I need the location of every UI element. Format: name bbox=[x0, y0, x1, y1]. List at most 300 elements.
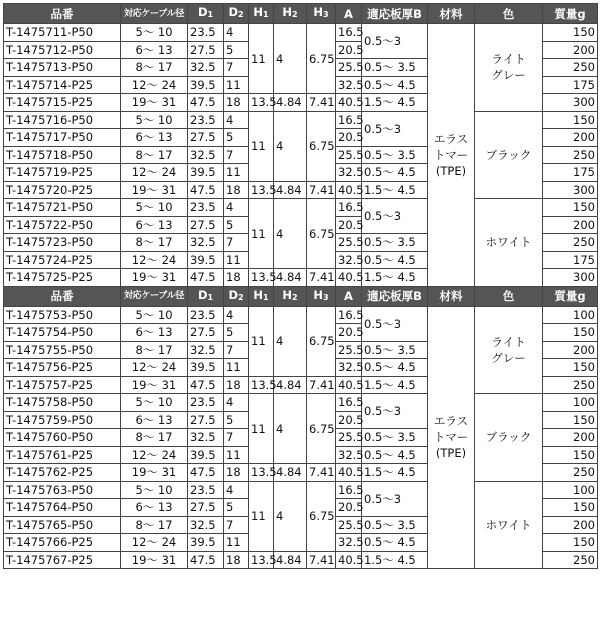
d1-cell: 39.5 bbox=[188, 534, 224, 552]
d2-cell: 7 bbox=[224, 516, 249, 534]
plate-thickness-cell: 0.5～ 4.5 bbox=[362, 359, 428, 377]
header-d2-label: D bbox=[228, 5, 238, 19]
cable-diameter-cell: 5～ 10 bbox=[121, 306, 188, 324]
cable-diameter-cell: 19～ 31 bbox=[121, 94, 188, 112]
part-number-cell: T-1475763-P50 bbox=[4, 481, 121, 499]
d1-cell: 39.5 bbox=[188, 76, 224, 94]
d2-cell: 7 bbox=[224, 341, 249, 359]
plate-thickness-cell: 1.5～ 4.5 bbox=[362, 269, 428, 287]
d2-cell: 11 bbox=[224, 164, 249, 182]
header-d1-subscript: 1 bbox=[207, 10, 214, 19]
h2-cell: 4 bbox=[274, 481, 307, 551]
plate-thickness-cell: 0.5～3 bbox=[362, 306, 428, 341]
spec-table-body bbox=[4, 4, 598, 569]
header-d2 bbox=[224, 286, 249, 306]
table-row bbox=[4, 481, 598, 499]
d1-cell: 23.5 bbox=[188, 306, 224, 324]
d1-cell: 39.5 bbox=[188, 164, 224, 182]
h1-cell: 13.5 bbox=[249, 269, 274, 287]
weight-cell: 150 bbox=[543, 24, 598, 42]
h2-cell: 4.84 bbox=[274, 551, 307, 569]
header-d1-label: D bbox=[197, 287, 208, 302]
a-cell: 25.5 bbox=[336, 341, 362, 359]
color-label: ブラック bbox=[485, 147, 532, 162]
d1-cell: 23.5 bbox=[188, 24, 224, 42]
cable-diameter-cell: 12～ 24 bbox=[121, 359, 188, 377]
h3-cell: 6.75 bbox=[307, 24, 336, 94]
table-row bbox=[4, 394, 598, 412]
h1-cell: 11 bbox=[249, 394, 274, 464]
weight-cell: 150 bbox=[543, 111, 598, 129]
part-number-cell: T-1475767-P25 bbox=[4, 551, 121, 569]
color-label-line: ライト bbox=[491, 334, 526, 349]
a-cell: 25.5 bbox=[336, 516, 362, 534]
weight-cell: 200 bbox=[543, 216, 598, 234]
header-d2-subscript: 2 bbox=[237, 292, 244, 302]
part-number-cell: T-1475758-P50 bbox=[4, 394, 121, 412]
plate-thickness-cell: 0.5～ 4.5 bbox=[362, 534, 428, 552]
d1-cell: 32.5 bbox=[188, 146, 224, 164]
part-number-cell: T-1475719-P25 bbox=[4, 164, 121, 182]
a-cell: 25.5 bbox=[336, 429, 362, 447]
cable-diameter-cell: 12～ 24 bbox=[121, 164, 188, 182]
weight-cell: 100 bbox=[543, 481, 598, 499]
d2-cell: 5 bbox=[224, 499, 249, 517]
part-number-cell: T-1475722-P50 bbox=[4, 216, 121, 234]
header-d2 bbox=[224, 4, 249, 24]
weight-cell: 150 bbox=[543, 359, 598, 377]
d2-cell: 4 bbox=[224, 24, 249, 42]
d2-cell: 5 bbox=[224, 324, 249, 342]
part-number-cell: T-1475723-P50 bbox=[4, 234, 121, 252]
header-color bbox=[475, 4, 543, 24]
color-label: ホワイト bbox=[485, 517, 532, 532]
a-cell: 16.5 bbox=[336, 481, 362, 499]
d2-cell: 18 bbox=[224, 376, 249, 394]
material-cell bbox=[428, 24, 475, 287]
plate-thickness-cell: 0.5～ 4.5 bbox=[362, 251, 428, 269]
weight-cell: 250 bbox=[543, 551, 598, 569]
part-number-cell: T-1475756-P25 bbox=[4, 359, 121, 377]
h3-cell: 7.41 bbox=[307, 551, 336, 569]
weight-cell: 175 bbox=[543, 251, 598, 269]
header-h1 bbox=[249, 286, 274, 306]
part-number-cell: T-1475753-P50 bbox=[4, 306, 121, 324]
d1-cell: 47.5 bbox=[188, 94, 224, 112]
part-number-cell: T-1475759-P50 bbox=[4, 411, 121, 429]
h1-cell: 13.5 bbox=[249, 181, 274, 199]
header-part-no-label: 品番 bbox=[50, 289, 74, 303]
header-part-no bbox=[4, 286, 121, 306]
d2-cell: 5 bbox=[224, 129, 249, 147]
part-number-cell: T-1475724-P25 bbox=[4, 251, 121, 269]
cable-diameter-cell: 5～ 10 bbox=[121, 199, 188, 217]
weight-cell: 200 bbox=[543, 129, 598, 147]
h1-cell: 11 bbox=[249, 111, 274, 181]
weight-cell: 100 bbox=[543, 306, 598, 324]
a-cell: 25.5 bbox=[336, 146, 362, 164]
h2-cell: 4 bbox=[274, 199, 307, 269]
d1-cell: 27.5 bbox=[188, 411, 224, 429]
color-label-line: ライト bbox=[491, 52, 526, 67]
h1-cell: 11 bbox=[249, 24, 274, 94]
cable-diameter-cell: 8～ 17 bbox=[121, 516, 188, 534]
weight-cell: 250 bbox=[543, 234, 598, 252]
header-weight bbox=[543, 286, 598, 306]
d1-cell: 23.5 bbox=[188, 199, 224, 217]
d1-cell: 27.5 bbox=[188, 129, 224, 147]
cable-diameter-cell: 19～ 31 bbox=[121, 376, 188, 394]
cable-diameter-cell: 8～ 17 bbox=[121, 341, 188, 359]
a-cell: 20.5 bbox=[336, 129, 362, 147]
h3-cell: 6.75 bbox=[307, 481, 336, 551]
header-material-label: 材料 bbox=[439, 6, 463, 21]
a-cell: 40.5 bbox=[336, 181, 362, 199]
h3-cell: 7.41 bbox=[307, 94, 336, 112]
weight-cell: 150 bbox=[543, 324, 598, 342]
a-cell: 20.5 bbox=[336, 324, 362, 342]
d1-cell: 47.5 bbox=[188, 464, 224, 482]
cable-diameter-cell: 5～ 10 bbox=[121, 24, 188, 42]
material-line: エラス bbox=[433, 131, 469, 146]
header-d1 bbox=[188, 286, 224, 306]
weight-cell: 250 bbox=[543, 376, 598, 394]
plate-thickness-cell: 1.5～ 4.5 bbox=[362, 181, 428, 199]
header-part-no bbox=[4, 4, 121, 24]
header-color-label: 色 bbox=[502, 289, 515, 303]
h2-cell: 4.84 bbox=[274, 181, 307, 199]
part-number-cell: T-1475754-P50 bbox=[4, 324, 121, 342]
weight-cell: 150 bbox=[543, 411, 598, 429]
cable-diameter-cell: 5～ 10 bbox=[121, 394, 188, 412]
table-row bbox=[4, 306, 598, 324]
header-material bbox=[428, 286, 475, 306]
h1-cell: 13.5 bbox=[249, 376, 274, 394]
a-cell: 40.5 bbox=[336, 94, 362, 112]
plate-thickness-cell: 0.5～ 3.5 bbox=[362, 429, 428, 447]
a-cell: 16.5 bbox=[336, 394, 362, 412]
part-number-cell: T-1475725-P25 bbox=[4, 269, 121, 287]
h2-cell: 4 bbox=[274, 24, 307, 94]
a-cell: 20.5 bbox=[336, 411, 362, 429]
d1-cell: 32.5 bbox=[188, 429, 224, 447]
plate-thickness-cell: 0.5～ 3.5 bbox=[362, 59, 428, 77]
a-cell: 32.5 bbox=[336, 76, 362, 94]
cable-diameter-cell: 6～ 13 bbox=[121, 499, 188, 517]
h3-cell: 6.75 bbox=[307, 306, 336, 376]
header-color-label: 色 bbox=[502, 6, 515, 21]
d1-cell: 47.5 bbox=[188, 181, 224, 199]
table-row bbox=[4, 24, 598, 42]
a-cell: 40.5 bbox=[336, 269, 362, 287]
header-d1-label: D bbox=[197, 5, 208, 19]
header-material-label: 材料 bbox=[439, 289, 463, 303]
plate-thickness-cell: 0.5～ 3.5 bbox=[362, 146, 428, 164]
header-d2-subscript: 2 bbox=[237, 10, 244, 19]
part-number-cell: T-1475717-P50 bbox=[4, 129, 121, 147]
color-cell bbox=[475, 481, 543, 569]
d1-cell: 47.5 bbox=[188, 551, 224, 569]
a-cell: 40.5 bbox=[336, 551, 362, 569]
plate-thickness-cell: 0.5～3 bbox=[362, 24, 428, 59]
weight-cell: 200 bbox=[543, 41, 598, 59]
color-label: ホワイト bbox=[485, 235, 532, 250]
plate-thickness-cell: 0.5～ 3.5 bbox=[362, 234, 428, 252]
part-number-cell: T-1475764-P50 bbox=[4, 499, 121, 517]
part-number-cell: T-1475761-P25 bbox=[4, 446, 121, 464]
d2-cell: 7 bbox=[224, 146, 249, 164]
part-number-cell: T-1475765-P50 bbox=[4, 516, 121, 534]
weight-cell: 150 bbox=[543, 446, 598, 464]
part-number-cell: T-1475711-P50 bbox=[4, 24, 121, 42]
a-cell: 16.5 bbox=[336, 306, 362, 324]
cable-diameter-cell: 5～ 10 bbox=[121, 111, 188, 129]
header-h1-label: H bbox=[253, 287, 264, 302]
plate-thickness-cell: 0.5～3 bbox=[362, 481, 428, 516]
weight-cell: 300 bbox=[543, 269, 598, 287]
h3-cell: 7.41 bbox=[307, 269, 336, 287]
part-number-cell: T-1475760-P50 bbox=[4, 429, 121, 447]
a-cell: 16.5 bbox=[336, 111, 362, 129]
color-label-line: グレー bbox=[491, 350, 526, 365]
d1-cell: 32.5 bbox=[188, 234, 224, 252]
h2-cell: 4 bbox=[274, 111, 307, 181]
cable-diameter-cell: 8～ 17 bbox=[121, 429, 188, 447]
header-row bbox=[4, 286, 598, 306]
d2-cell: 18 bbox=[224, 464, 249, 482]
d1-cell: 27.5 bbox=[188, 499, 224, 517]
h3-cell: 6.75 bbox=[307, 111, 336, 181]
d1-cell: 23.5 bbox=[188, 481, 224, 499]
table-row bbox=[4, 199, 598, 217]
d1-cell: 27.5 bbox=[188, 324, 224, 342]
weight-cell: 100 bbox=[543, 394, 598, 412]
weight-cell: 200 bbox=[543, 341, 598, 359]
cable-diameter-cell: 19～ 31 bbox=[121, 551, 188, 569]
material-line: (TPE) bbox=[435, 163, 467, 178]
color-label: ブラック bbox=[485, 430, 532, 445]
h1-cell: 13.5 bbox=[249, 551, 274, 569]
color-cell bbox=[475, 394, 543, 482]
a-cell: 25.5 bbox=[336, 234, 362, 252]
d1-cell: 32.5 bbox=[188, 59, 224, 77]
header-d1-subscript: 1 bbox=[207, 292, 214, 302]
h3-cell: 7.41 bbox=[307, 376, 336, 394]
h1-cell: 11 bbox=[249, 481, 274, 551]
cable-diameter-cell: 5～ 10 bbox=[121, 481, 188, 499]
a-cell: 32.5 bbox=[336, 534, 362, 552]
color-cell bbox=[475, 24, 543, 112]
d2-cell: 4 bbox=[224, 481, 249, 499]
header-h3 bbox=[307, 4, 336, 24]
material-cell bbox=[428, 306, 475, 569]
a-cell: 20.5 bbox=[336, 499, 362, 517]
d1-cell: 23.5 bbox=[188, 394, 224, 412]
header-d1 bbox=[188, 4, 224, 24]
header-weight bbox=[543, 4, 598, 24]
h1-cell: 11 bbox=[249, 306, 274, 376]
cable-diameter-cell: 19～ 31 bbox=[121, 181, 188, 199]
header-cable-diameter bbox=[121, 286, 188, 306]
a-cell: 32.5 bbox=[336, 164, 362, 182]
header-d2-label: D bbox=[228, 287, 238, 302]
header-cable-diameter-label: 対応ケーブル径 bbox=[123, 8, 185, 19]
header-h2 bbox=[274, 4, 307, 24]
weight-cell: 150 bbox=[543, 499, 598, 517]
part-number-cell: T-1475755-P50 bbox=[4, 341, 121, 359]
header-a-label: A bbox=[344, 289, 353, 303]
color-cell bbox=[475, 199, 543, 287]
header-h1-label: H bbox=[253, 5, 264, 19]
header-h1-subscript: 1 bbox=[263, 10, 269, 19]
d1-cell: 27.5 bbox=[188, 216, 224, 234]
d1-cell: 27.5 bbox=[188, 41, 224, 59]
d2-cell: 7 bbox=[224, 429, 249, 447]
weight-cell: 175 bbox=[543, 164, 598, 182]
header-h2-subscript: 2 bbox=[292, 10, 298, 19]
d2-cell: 4 bbox=[224, 306, 249, 324]
d1-cell: 47.5 bbox=[188, 269, 224, 287]
h2-cell: 4 bbox=[274, 394, 307, 464]
header-h3-subscript: 3 bbox=[323, 292, 329, 302]
part-number-cell: T-1475718-P50 bbox=[4, 146, 121, 164]
header-h3 bbox=[307, 286, 336, 306]
cable-diameter-cell: 6～ 13 bbox=[121, 41, 188, 59]
weight-cell: 250 bbox=[543, 59, 598, 77]
a-cell: 25.5 bbox=[336, 59, 362, 77]
cable-diameter-cell: 12～ 24 bbox=[121, 76, 188, 94]
cable-diameter-cell: 6～ 13 bbox=[121, 129, 188, 147]
cable-diameter-cell: 6～ 13 bbox=[121, 324, 188, 342]
a-cell: 32.5 bbox=[336, 359, 362, 377]
header-plate-thickness bbox=[362, 286, 428, 306]
d1-cell: 39.5 bbox=[188, 359, 224, 377]
header-material bbox=[428, 4, 475, 24]
plate-thickness-cell: 0.5～ 4.5 bbox=[362, 446, 428, 464]
weight-cell: 250 bbox=[543, 146, 598, 164]
a-cell: 32.5 bbox=[336, 251, 362, 269]
header-a bbox=[336, 4, 362, 24]
part-number-cell: T-1475713-P50 bbox=[4, 59, 121, 77]
d2-cell: 18 bbox=[224, 551, 249, 569]
d2-cell: 18 bbox=[224, 181, 249, 199]
material-line: トマー bbox=[433, 430, 469, 445]
cable-diameter-cell: 8～ 17 bbox=[121, 146, 188, 164]
h3-cell: 7.41 bbox=[307, 181, 336, 199]
d1-cell: 47.5 bbox=[188, 376, 224, 394]
h2-cell: 4.84 bbox=[274, 94, 307, 112]
part-number-cell: T-1475766-P25 bbox=[4, 534, 121, 552]
plate-thickness-cell: 0.5～3 bbox=[362, 111, 428, 146]
plate-thickness-cell: 0.5～3 bbox=[362, 394, 428, 429]
cable-diameter-cell: 12～ 24 bbox=[121, 534, 188, 552]
plate-thickness-cell: 0.5～ 4.5 bbox=[362, 164, 428, 182]
a-cell: 40.5 bbox=[336, 376, 362, 394]
header-h1-subscript: 1 bbox=[263, 292, 269, 302]
plate-thickness-cell: 0.5～ 3.5 bbox=[362, 341, 428, 359]
part-number-cell: T-1475720-P25 bbox=[4, 181, 121, 199]
header-weight-label: 質量g bbox=[554, 6, 586, 21]
a-cell: 40.5 bbox=[336, 464, 362, 482]
header-cable-diameter-label: 対応ケーブル径 bbox=[123, 291, 185, 301]
h3-cell: 6.75 bbox=[307, 199, 336, 269]
header-plate-thickness-label: 適応板厚B bbox=[367, 6, 422, 21]
material-line: エラス bbox=[433, 414, 469, 429]
d1-cell: 39.5 bbox=[188, 251, 224, 269]
part-number-cell: T-1475714-P25 bbox=[4, 76, 121, 94]
part-number-cell: T-1475715-P25 bbox=[4, 94, 121, 112]
d2-cell: 11 bbox=[224, 359, 249, 377]
d2-cell: 4 bbox=[224, 111, 249, 129]
h2-cell: 4.84 bbox=[274, 464, 307, 482]
cable-diameter-cell: 19～ 31 bbox=[121, 269, 188, 287]
header-h3-label: H bbox=[313, 5, 324, 19]
color-cell bbox=[475, 111, 543, 199]
plate-thickness-cell: 1.5～ 4.5 bbox=[362, 94, 428, 112]
d2-cell: 7 bbox=[224, 59, 249, 77]
part-number-cell: T-1475762-P25 bbox=[4, 464, 121, 482]
h1-cell: 13.5 bbox=[249, 94, 274, 112]
d1-cell: 39.5 bbox=[188, 446, 224, 464]
plate-thickness-cell: 0.5～ 4.5 bbox=[362, 76, 428, 94]
color-label-line: グレー bbox=[491, 68, 526, 83]
material-line: (TPE) bbox=[435, 446, 467, 461]
weight-cell: 200 bbox=[543, 429, 598, 447]
header-h3-subscript: 3 bbox=[323, 10, 329, 19]
plate-thickness-cell: 1.5～ 4.5 bbox=[362, 464, 428, 482]
h3-cell: 6.75 bbox=[307, 394, 336, 464]
d2-cell: 18 bbox=[224, 269, 249, 287]
h2-cell: 4 bbox=[274, 306, 307, 376]
plate-thickness-cell: 1.5～ 4.5 bbox=[362, 376, 428, 394]
material-line: トマー bbox=[433, 147, 469, 162]
cable-diameter-cell: 6～ 13 bbox=[121, 216, 188, 234]
h3-cell: 7.41 bbox=[307, 464, 336, 482]
d2-cell: 7 bbox=[224, 234, 249, 252]
header-a bbox=[336, 286, 362, 306]
header-row bbox=[4, 4, 598, 24]
part-number-cell: T-1475757-P25 bbox=[4, 376, 121, 394]
header-plate-thickness bbox=[362, 4, 428, 24]
d2-cell: 4 bbox=[224, 199, 249, 217]
d2-cell: 4 bbox=[224, 394, 249, 412]
d2-cell: 18 bbox=[224, 94, 249, 112]
d2-cell: 5 bbox=[224, 41, 249, 59]
d2-cell: 5 bbox=[224, 216, 249, 234]
header-plate-thickness-label: 適応板厚B bbox=[367, 289, 422, 303]
a-cell: 16.5 bbox=[336, 24, 362, 42]
weight-cell: 300 bbox=[543, 181, 598, 199]
color-cell bbox=[475, 306, 543, 394]
table-row bbox=[4, 111, 598, 129]
header-a-label: A bbox=[344, 6, 353, 21]
spec-table bbox=[3, 3, 598, 569]
cable-diameter-cell: 12～ 24 bbox=[121, 446, 188, 464]
header-h2-label: H bbox=[282, 5, 293, 19]
d1-cell: 23.5 bbox=[188, 111, 224, 129]
header-part-no-label: 品番 bbox=[50, 6, 74, 21]
weight-cell: 200 bbox=[543, 516, 598, 534]
h2-cell: 4.84 bbox=[274, 269, 307, 287]
plate-thickness-cell: 0.5～3 bbox=[362, 199, 428, 234]
plate-thickness-cell: 1.5～ 4.5 bbox=[362, 551, 428, 569]
d2-cell: 11 bbox=[224, 76, 249, 94]
part-number-cell: T-1475712-P50 bbox=[4, 41, 121, 59]
d1-cell: 32.5 bbox=[188, 516, 224, 534]
cable-diameter-cell: 19～ 31 bbox=[121, 464, 188, 482]
weight-cell: 250 bbox=[543, 464, 598, 482]
d2-cell: 11 bbox=[224, 446, 249, 464]
